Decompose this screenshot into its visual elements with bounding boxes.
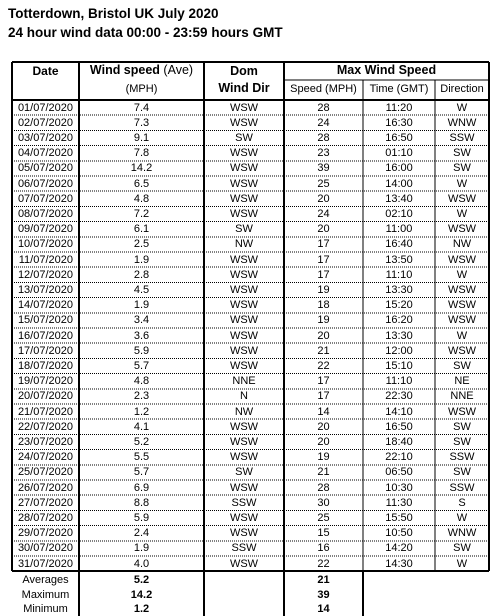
cell-dom-dir: WSW xyxy=(229,253,259,266)
cell-wind-speed: 1.9 xyxy=(133,542,150,555)
cell-wind-speed: 4.8 xyxy=(133,375,150,388)
cell-max-direction: S xyxy=(458,496,466,509)
cell-max-direction: SSW xyxy=(449,451,475,464)
cell-date: 02/07/2020 xyxy=(17,116,73,129)
cell-max-time: 13:30 xyxy=(385,283,413,296)
cell-dom-dir: SSW xyxy=(231,542,257,555)
header-max-wind-speed: Max Wind Speed xyxy=(336,63,437,77)
summary-wind-speed: 14.2 xyxy=(130,588,153,601)
header-wind-speed-unit: (MPH) xyxy=(125,83,158,95)
cell-max-time: 14:00 xyxy=(385,177,413,190)
header-dom-line1: Dom xyxy=(230,64,258,78)
cell-max-direction: W xyxy=(456,511,468,524)
cell-max-time: 14:30 xyxy=(385,557,413,570)
cell-max-direction: W xyxy=(456,177,468,190)
cell-date: 20/07/2020 xyxy=(17,390,73,403)
cell-max-direction: SSW xyxy=(449,481,475,494)
cell-max-speed: 17 xyxy=(317,253,330,266)
cell-max-speed: 17 xyxy=(317,375,330,388)
cell-wind-speed: 6.9 xyxy=(133,481,150,494)
cell-wind-speed: 9.1 xyxy=(133,131,150,144)
cell-max-speed: 20 xyxy=(317,435,330,448)
cell-wind-speed: 4.0 xyxy=(133,557,150,570)
cell-max-direction: W xyxy=(456,207,468,220)
cell-max-speed: 18 xyxy=(317,299,330,312)
cell-max-direction: SW xyxy=(453,359,471,372)
cell-max-speed: 21 xyxy=(317,344,330,357)
cell-dom-dir: WSW xyxy=(229,147,259,160)
cell-date: 03/07/2020 xyxy=(17,131,73,144)
report-title: Totterdown, Bristol UK July 2020 xyxy=(8,6,219,21)
cell-dom-dir: WSW xyxy=(229,435,259,448)
cell-max-speed: 22 xyxy=(317,359,330,372)
cell-max-time: 16:30 xyxy=(385,116,413,129)
cell-max-time: 12:00 xyxy=(385,344,413,357)
cell-max-time: 16:50 xyxy=(385,420,413,433)
cell-wind-speed: 4.1 xyxy=(133,420,150,433)
cell-max-direction: W xyxy=(456,268,468,281)
cell-max-direction: WSW xyxy=(447,192,477,205)
cell-dom-dir: SW xyxy=(235,466,253,479)
cell-max-speed: 20 xyxy=(317,192,330,205)
cell-dom-dir: N xyxy=(240,390,248,403)
cell-max-direction: SW xyxy=(453,542,471,555)
cell-date: 26/07/2020 xyxy=(17,481,73,494)
cell-max-time: 14:20 xyxy=(385,542,413,555)
cell-max-time: 14:10 xyxy=(385,405,413,418)
cell-wind-speed: 4.8 xyxy=(133,192,150,205)
header-wind-speed-suffix: (Ave) xyxy=(159,63,194,77)
cell-max-time: 13:40 xyxy=(385,192,413,205)
cell-max-direction: SW xyxy=(453,162,471,175)
cell-date: 16/07/2020 xyxy=(17,329,73,342)
cell-max-direction: WSW xyxy=(447,299,477,312)
cell-date: 23/07/2020 xyxy=(17,435,73,448)
cell-dom-dir: SW xyxy=(235,223,253,236)
cell-wind-speed: 3.6 xyxy=(133,329,150,342)
cell-max-time: 11:00 xyxy=(385,223,413,236)
cell-dom-dir: WSW xyxy=(229,101,259,114)
header-max-speed: Speed (MPH) xyxy=(290,83,357,95)
cell-max-speed: 28 xyxy=(317,481,330,494)
cell-dom-dir: WSW xyxy=(229,329,259,342)
cell-max-direction: W xyxy=(456,329,468,342)
cell-dom-dir: SSW xyxy=(231,496,257,509)
cell-wind-speed: 5.9 xyxy=(133,511,150,524)
header-max-direction: Direction xyxy=(440,83,484,95)
cell-max-time: 15:50 xyxy=(385,511,413,524)
cell-date: 12/07/2020 xyxy=(17,268,73,281)
cell-max-direction: SW xyxy=(453,420,471,433)
cell-max-time: 16:00 xyxy=(385,162,413,175)
cell-dom-dir: NW xyxy=(234,238,254,251)
cell-wind-speed: 5.7 xyxy=(133,359,150,372)
cell-dom-dir: WSW xyxy=(229,527,259,540)
summary-label: Averages xyxy=(22,574,69,587)
cell-wind-speed: 3.4 xyxy=(133,314,150,327)
cell-max-time: 18:40 xyxy=(385,435,413,448)
cell-date: 22/07/2020 xyxy=(17,420,73,433)
cell-date: 18/07/2020 xyxy=(17,359,73,372)
cell-dom-dir: WSW xyxy=(229,192,259,205)
cell-dom-dir: WSW xyxy=(229,299,259,312)
cell-dom-dir: WSW xyxy=(229,420,259,433)
cell-max-time: 11:10 xyxy=(385,375,413,388)
summary-wind-speed: 1.2 xyxy=(133,603,150,616)
cell-date: 08/07/2020 xyxy=(17,207,73,220)
cell-max-direction: NE xyxy=(454,375,470,388)
cell-wind-speed: 5.7 xyxy=(133,466,150,479)
cell-dom-dir: WSW xyxy=(229,344,259,357)
cell-wind-speed: 8.8 xyxy=(133,496,150,509)
cell-wind-speed: 7.4 xyxy=(133,101,150,114)
cell-max-direction: SSW xyxy=(449,131,475,144)
summary-max-speed: 14 xyxy=(317,603,330,616)
header-dom-line2: Wind Dir xyxy=(218,81,270,95)
summary-wind-speed: 5.2 xyxy=(133,574,150,587)
cell-date: 30/07/2020 xyxy=(17,542,73,555)
cell-date: 10/07/2020 xyxy=(17,238,73,251)
cell-max-time: 13:50 xyxy=(385,253,413,266)
cell-dom-dir: WSW xyxy=(229,481,259,494)
cell-max-speed: 17 xyxy=(317,390,330,403)
cell-date: 04/07/2020 xyxy=(17,147,73,160)
cell-max-speed: 16 xyxy=(317,542,330,555)
cell-dom-dir: WSW xyxy=(229,283,259,296)
cell-max-direction: WSW xyxy=(447,314,477,327)
cell-date: 29/07/2020 xyxy=(17,527,73,540)
cell-wind-speed: 1.2 xyxy=(133,405,150,418)
cell-max-speed: 17 xyxy=(317,268,330,281)
cell-wind-speed: 5.2 xyxy=(133,435,150,448)
cell-max-speed: 19 xyxy=(317,314,330,327)
cell-dom-dir: WSW xyxy=(229,314,259,327)
cell-date: 13/07/2020 xyxy=(17,283,73,296)
cell-dom-dir: WSW xyxy=(229,207,259,220)
cell-max-speed: 14 xyxy=(317,405,330,418)
cell-max-direction: WSW xyxy=(447,283,477,296)
cell-max-direction: WNW xyxy=(447,116,477,129)
cell-date: 06/07/2020 xyxy=(17,177,73,190)
cell-max-speed: 22 xyxy=(317,557,330,570)
cell-max-speed: 25 xyxy=(317,177,330,190)
cell-max-time: 16:20 xyxy=(385,314,413,327)
cell-wind-speed: 2.3 xyxy=(133,390,150,403)
cell-max-speed: 30 xyxy=(317,496,330,509)
cell-max-speed: 28 xyxy=(317,101,330,114)
cell-date: 15/07/2020 xyxy=(17,314,73,327)
cell-max-time: 11:10 xyxy=(385,268,413,281)
header-max-time: Time (GMT) xyxy=(369,83,429,95)
cell-max-direction: NNE xyxy=(450,390,474,403)
cell-wind-speed: 2.8 xyxy=(133,268,150,281)
cell-dom-dir: WSW xyxy=(229,268,259,281)
cell-date: 24/07/2020 xyxy=(17,451,73,464)
cell-wind-speed: 2.5 xyxy=(133,238,150,251)
header-wind-speed-label: Wind speed xyxy=(89,63,160,77)
cell-wind-speed: 1.9 xyxy=(133,299,150,312)
cell-dom-dir: NNE xyxy=(232,375,256,388)
cell-max-time: 02:10 xyxy=(385,207,413,220)
cell-date: 27/07/2020 xyxy=(17,496,73,509)
cell-max-speed: 25 xyxy=(317,511,330,524)
cell-max-direction: SW xyxy=(453,466,471,479)
report-subtitle: 24 hour wind data 00:00 - 23:59 hours GMT xyxy=(8,25,283,40)
cell-max-time: 15:10 xyxy=(385,359,413,372)
cell-max-direction: WSW xyxy=(447,253,477,266)
cell-wind-speed: 7.8 xyxy=(133,147,150,160)
cell-max-direction: NW xyxy=(452,238,472,251)
cell-dom-dir: WSW xyxy=(229,177,259,190)
cell-max-time: 10:50 xyxy=(385,527,413,540)
cell-max-speed: 23 xyxy=(317,147,330,160)
cell-date: 17/07/2020 xyxy=(17,344,73,357)
cell-max-direction: WNW xyxy=(447,527,477,540)
cell-date: 05/07/2020 xyxy=(17,162,73,175)
cell-max-speed: 20 xyxy=(317,329,330,342)
cell-max-time: 13:30 xyxy=(385,329,413,342)
cell-wind-speed: 4.5 xyxy=(133,283,150,296)
cell-max-direction: WSW xyxy=(447,344,477,357)
cell-max-direction: SW xyxy=(453,147,471,160)
summary-label: Minimum xyxy=(23,603,68,616)
cell-wind-speed: 2.4 xyxy=(133,527,150,540)
cell-date: 09/07/2020 xyxy=(17,223,73,236)
cell-wind-speed: 5.9 xyxy=(133,344,150,357)
cell-dom-dir: SW xyxy=(235,131,253,144)
cell-max-time: 15:20 xyxy=(385,299,413,312)
summary-label: Maximum xyxy=(21,588,70,601)
cell-max-time: 22:10 xyxy=(385,451,413,464)
cell-max-time: 06:50 xyxy=(385,466,413,479)
cell-max-direction: W xyxy=(456,557,468,570)
cell-max-time: 22:30 xyxy=(385,390,413,403)
cell-max-time: 16:50 xyxy=(385,131,413,144)
cell-wind-speed: 14.2 xyxy=(130,162,153,175)
cell-date: 19/07/2020 xyxy=(17,375,73,388)
cell-date: 14/07/2020 xyxy=(17,299,73,312)
summary-max-speed: 39 xyxy=(317,588,330,601)
cell-wind-speed: 6.1 xyxy=(133,223,150,236)
cell-dom-dir: WSW xyxy=(229,557,259,570)
cell-max-speed: 20 xyxy=(317,223,330,236)
cell-max-speed: 28 xyxy=(317,131,330,144)
cell-date: 11/07/2020 xyxy=(18,253,73,266)
header-wind-speed xyxy=(79,63,204,77)
cell-max-speed: 24 xyxy=(317,207,330,220)
cell-max-time: 11:20 xyxy=(385,101,413,114)
cell-max-speed: 21 xyxy=(317,466,330,479)
cell-dom-dir: WSW xyxy=(229,116,259,129)
summary-max-speed: 21 xyxy=(317,574,330,587)
cell-date: 31/07/2020 xyxy=(17,557,73,570)
cell-max-direction: WSW xyxy=(447,405,477,418)
cell-max-direction: SW xyxy=(453,435,471,448)
cell-wind-speed: 6.5 xyxy=(133,177,150,190)
cell-max-time: 11:30 xyxy=(385,496,413,509)
cell-max-speed: 24 xyxy=(317,116,330,129)
cell-max-speed: 15 xyxy=(317,527,330,540)
header-date: Date xyxy=(32,64,59,78)
cell-max-time: 16:40 xyxy=(385,238,413,251)
cell-max-speed: 39 xyxy=(317,162,330,175)
cell-max-direction: W xyxy=(456,101,468,114)
cell-dom-dir: WSW xyxy=(229,162,259,175)
cell-wind-speed: 1.9 xyxy=(133,253,150,266)
cell-max-speed: 19 xyxy=(317,451,330,464)
cell-date: 07/07/2020 xyxy=(17,192,73,205)
cell-dom-dir: WSW xyxy=(229,359,259,372)
cell-max-speed: 19 xyxy=(317,283,330,296)
cell-date: 01/07/2020 xyxy=(17,101,73,114)
cell-date: 28/07/2020 xyxy=(17,511,73,524)
cell-max-speed: 17 xyxy=(317,238,330,251)
cell-wind-speed: 5.5 xyxy=(133,451,150,464)
cell-dom-dir: WSW xyxy=(229,511,259,524)
cell-date: 21/07/2020 xyxy=(17,405,73,418)
cell-date: 25/07/2020 xyxy=(17,466,73,479)
cell-max-time: 01:10 xyxy=(385,147,413,160)
cell-max-time: 10:30 xyxy=(385,481,413,494)
cell-dom-dir: NW xyxy=(234,405,254,418)
cell-wind-speed: 7.2 xyxy=(133,207,150,220)
cell-max-direction: WSW xyxy=(447,223,477,236)
cell-wind-speed: 7.3 xyxy=(133,116,150,129)
cell-max-speed: 20 xyxy=(317,420,330,433)
cell-dom-dir: WSW xyxy=(229,451,259,464)
